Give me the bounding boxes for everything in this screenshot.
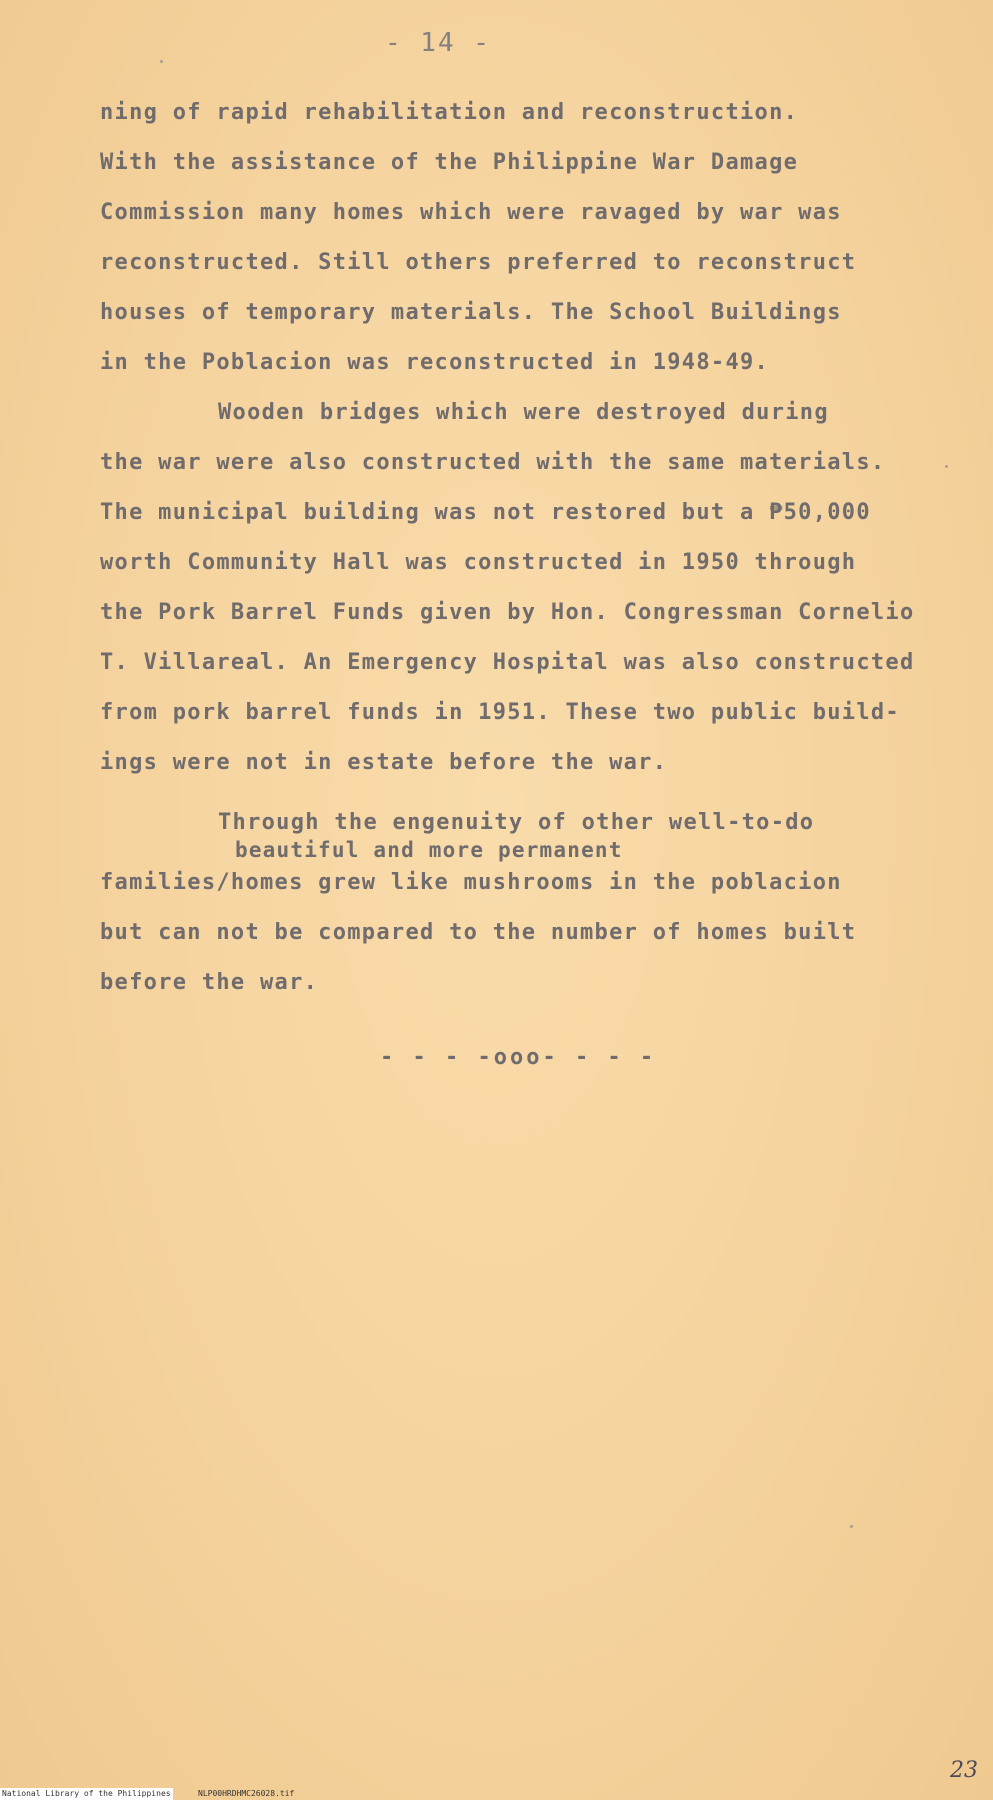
- interlinear-insertion: beautiful and more permanent: [235, 838, 623, 862]
- text-line: Through the engenuity of other well-to-do: [218, 810, 815, 835]
- text-line: Wooden bridges which were destroyed during: [218, 400, 829, 425]
- text-line: before the war.: [100, 970, 319, 995]
- text-line: ning of rapid rehabilitation and reconstruction.: [100, 100, 799, 125]
- text-line: T. Villareal. An Emergency Hospital was also constructed: [100, 650, 915, 675]
- text-line: ings were not in estate before the war.: [100, 750, 668, 775]
- text-line: in the Poblacion was reconstructed in 1948-49.: [100, 350, 770, 375]
- text-line: but can not be compared to the number of homes built: [100, 920, 857, 945]
- text-line: reconstructed. Still others preferred to reconstruct: [100, 250, 857, 275]
- paper-speck: [850, 1525, 853, 1528]
- text-line: Commission many homes which were ravaged by war was: [100, 200, 842, 225]
- text-line: worth Community Hall was constructed in 1950 through: [100, 550, 857, 575]
- text-line: With the assistance of the Philippine War Damage: [100, 150, 799, 175]
- text-line: families/homes grew like mushrooms in the poblacion: [100, 870, 842, 895]
- text-line: from pork barrel funds in 1951. These two public build-: [100, 700, 900, 725]
- end-mark: - - - -ooo- - - -: [380, 1045, 657, 1070]
- paper-speck: [160, 60, 163, 63]
- text-line: the Pork Barrel Funds given by Hon. Congressman Cornelio: [100, 600, 915, 625]
- footer-source: National Library of the Philippines: [2, 1789, 171, 1798]
- page-number: - 14 -: [385, 28, 491, 58]
- footer-file: NLP00HRDHMC26028.tif: [198, 1789, 295, 1798]
- handwritten-page-number: 23: [950, 1758, 978, 1783]
- text-line: The municipal building was not restored but a ₱50,000: [100, 500, 871, 525]
- text-line: the war were also constructed with the same materials.: [100, 450, 886, 475]
- paper-speck: [945, 465, 948, 468]
- text-line: houses of temporary materials. The School Buildings: [100, 300, 842, 325]
